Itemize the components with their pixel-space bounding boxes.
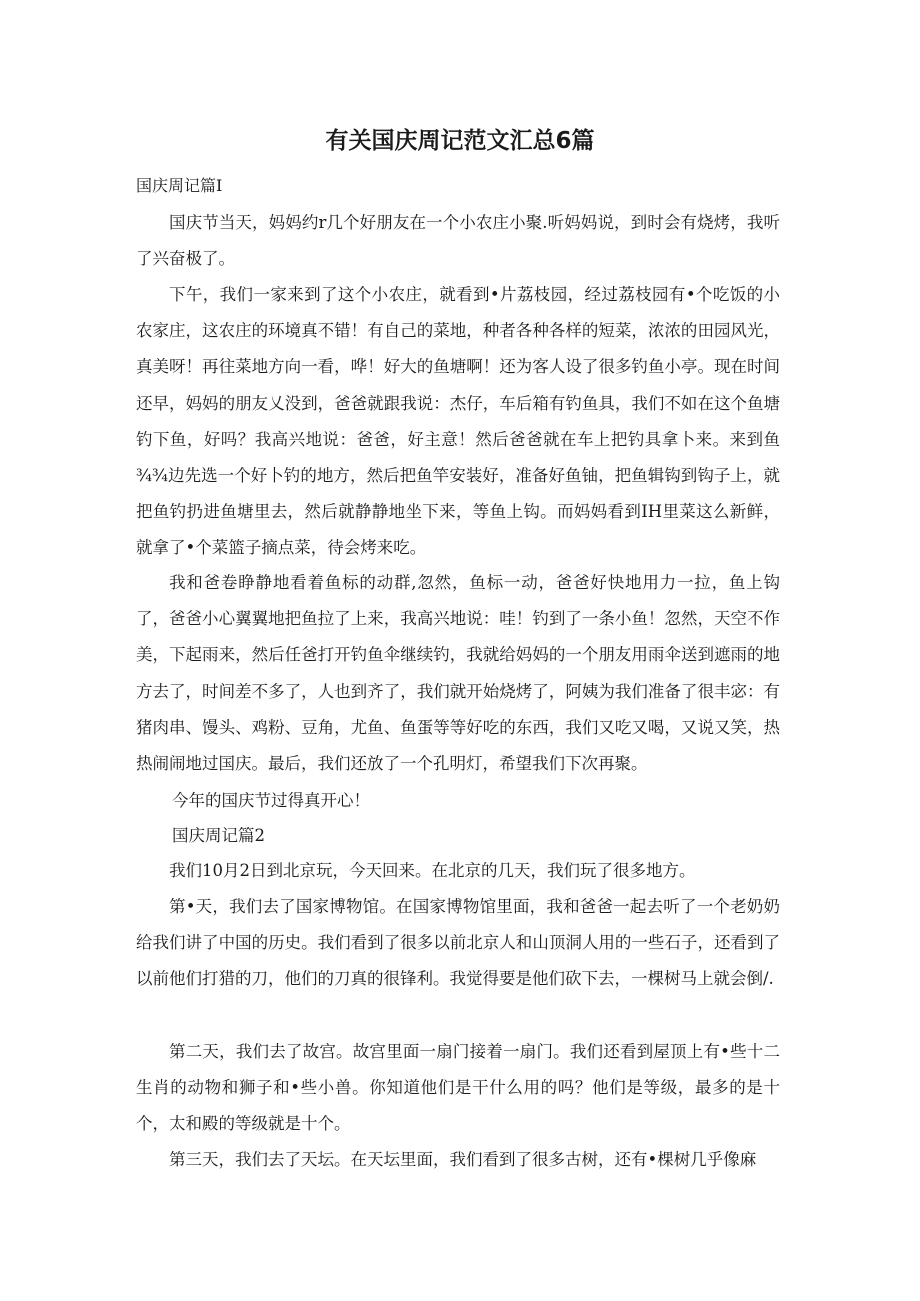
paragraph-5: 我们10月2日到北京玩，今天回来。在北京的几天，我们玩了很多地方。 [169,861,696,880]
paragraph-6: 第•天，我们去了国家博物馆。在国家博物馆里面，我和爸爸一起去听了一个老奶奶给我们讲了中国的历史。我们看到了很多以前北京人和山顶洞人用的一些石子，还看到了以前他们打猎的刀，他们的刀真的很锋利。我觉得要是他们砍下去，一棵树马上就会倒/. [136,897,780,989]
paragraph-2: 下午，我们一家来到了这个小农庄，就看到•片荔枝园，经过荔枝园有•个吃饭的小农家庄，这农庄的环境真不错！有自己的菜地，种者各种各样的短菜，浓浓的田园风光，真美呀！再往菜地方向一看，哗！好大的鱼塘啊！还为客人设了很多钓鱼小亭。现在时间还早，妈妈的朋友乂没到，爸爸就跟我说：杰仔，车后箱有钓鱼具，我们不如在这个鱼塘钓下鱼，好吗？我高兴地说：爸爸，好主意！然后爸爸就在车上把钓具拿卜来。来到鱼¾¾边先选一个好卜钓的地方，然后把鱼竿安装好，准备好鱼铀，把鱼辑钩到钩子上，就把鱼钓扔进鱼塘里去，然后就静静地坐下来，等鱼上钩。而妈妈看到IH里菜这么新鲜，就拿了•个菜篮子摘点菜，待会烤来吃。 [136,285,780,558]
paragraph-8: 第三天，我们去了天坛。在天坛里面，我们看到了很多古树，还有•棵树几乎像麻 [169,1150,757,1169]
paragraph-1: 国庆节当天，妈妈约r几个好朋友在一个小农庄小聚.听妈妈说，到时会有烧烤，我听了兴奋极了。 [136,213,780,269]
section-heading-2: 国庆周记篇2 [172,826,265,845]
paragraph-7: 第二天，我们去了故宫。故宫里面一扇门接着一扇门。我们还看到屋顶上有•些十二生肖的动物和狮子和•些小兽。你知道他们是干什么用的吗？他们是等级，最多的是十个，太和殿的等级就是十个。 [136,1042,780,1134]
paragraph-3: 我和爸卷睁静地看着鱼标的动群,忽然，鱼标一动，爸爸好快地用力一拉，鱼上钩了，爸爸小心翼翼地把鱼拉了上来，我高兴地说：哇！钓到了一条小鱼！忽然，天空不作美，下起雨来，然后任爸打开钓鱼伞继续钓，我就给妈妈的一个朋友用雨伞送到遮雨的地方去了，时间差不多了，人也到齐了，我们就开始烧烤了，阿姨为我们准备了很丰宓：有猪肉串、馒头、鸡粉、豆角，尤鱼、鱼蛋等等好吃的东西，我们又吃又喝，又说又笑，热热闹闹地过国庆。最后，我们还放了一个孔明灯，希望我们下次再聚。 [136,573,780,774]
document-title: 有关国庆周记范文汇总6篇 [325,128,595,154]
paragraph-4: 今年的国庆节过得真开心！ [172,791,370,810]
section-heading-1: 国庆周记篇I [136,176,223,195]
